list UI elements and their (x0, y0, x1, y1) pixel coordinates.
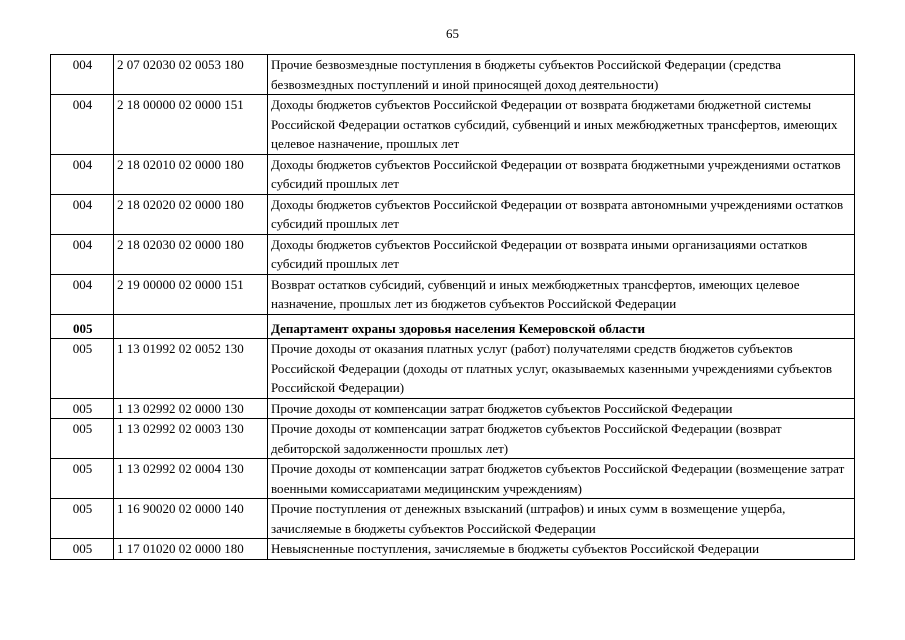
table-row (51, 459, 855, 499)
table-row (51, 499, 855, 539)
admin-code-cell: 005 (51, 499, 114, 539)
table-row (51, 154, 855, 194)
income-name-cell: Доходы бюджетов субъектов Российской Федерации от возврата иными организациями остатков субсидий прошлых лет (268, 234, 855, 274)
table-row (51, 539, 855, 560)
income-name-cell: Прочие доходы от компенсации затрат бюджетов субъектов Российской Федерации (возврат дебиторской задолженности прошлых лет) (268, 419, 855, 459)
budget-code-cell: 2 07 02030 02 0053 180 (114, 55, 268, 95)
admin-code-cell: 004 (51, 234, 114, 274)
page-number: 65 (446, 26, 459, 41)
table-row (51, 419, 855, 459)
income-name-cell: Невыясненные поступления, зачисляемые в бюджеты субъектов Российской Федерации (268, 539, 855, 560)
income-name-cell: Возврат остатков субсидий, субвенций и иных межбюджетных трансфертов, имеющих целевое назначение, прошлых лет из бюджетов субъектов Российской Федерации (268, 274, 855, 314)
table-row (51, 194, 855, 234)
admin-code-cell: 004 (51, 55, 114, 95)
admin-code-cell: 005 (51, 459, 114, 499)
budget-code-cell: 1 17 01020 02 0000 180 (114, 539, 268, 560)
budget-code-cell: 1 13 02992 02 0003 130 (114, 419, 268, 459)
budget-code-cell: 1 13 01992 02 0052 130 (114, 339, 268, 399)
table-row (51, 234, 855, 274)
admin-code-cell: 004 (51, 95, 114, 155)
table-row (51, 55, 855, 95)
admin-code-cell: 004 (51, 274, 114, 314)
income-name-cell: Прочие безвозмездные поступления в бюджеты субъектов Российской Федерации (средства безвозмездных поступлений и иной приносящей доход деятельности) (268, 55, 855, 95)
admin-code-cell: 004 (51, 154, 114, 194)
admin-code-cell: 005 (51, 419, 114, 459)
table-body (51, 55, 855, 560)
admin-code-cell: 005 (51, 539, 114, 560)
admin-code-cell: 004 (51, 194, 114, 234)
budget-code-cell: 2 18 02010 02 0000 180 (114, 154, 268, 194)
admin-code-cell: 005 (51, 314, 114, 339)
table-row (51, 95, 855, 155)
budget-code-cell: 1 13 02992 02 0004 130 (114, 459, 268, 499)
admin-code-cell: 005 (51, 339, 114, 399)
budget-code-cell: 2 19 00000 02 0000 151 (114, 274, 268, 314)
income-name-cell: Доходы бюджетов субъектов Российской Федерации от возврата автономными учреждениями остатков субсидий прошлых лет (268, 194, 855, 234)
income-name-cell: Прочие доходы от компенсации затрат бюджетов субъектов Российской Федерации (возмещение затрат военными комиссариатами медицинским учреждениям) (268, 459, 855, 499)
budget-code-cell: 2 18 02020 02 0000 180 (114, 194, 268, 234)
department-header-row (51, 314, 855, 339)
budget-code-cell (114, 314, 268, 339)
department-name-cell: Департамент охраны здоровья населения Кемеровской области (268, 314, 855, 339)
income-name-cell: Прочие доходы от компенсации затрат бюджетов субъектов Российской Федерации (268, 398, 855, 419)
budget-code-cell: 1 13 02992 02 0000 130 (114, 398, 268, 419)
admin-code-cell: 005 (51, 398, 114, 419)
budget-code-cell: 2 18 00000 02 0000 151 (114, 95, 268, 155)
income-name-cell: Доходы бюджетов субъектов Российской Федерации от возврата бюджетами бюджетной системы Российской Федерации остатков субсидий, субвенций и иных межбюджетных трансфертов, имеющих целевое назначение, прошлых лет (268, 95, 855, 155)
budget-code-cell: 1 16 90020 02 0000 140 (114, 499, 268, 539)
income-name-cell: Прочие поступления от денежных взысканий (штрафов) и иных сумм в возмещение ущерба, зачисляемые в бюджеты субъектов Российской Федерации (268, 499, 855, 539)
table-row (51, 398, 855, 419)
income-name-cell: Доходы бюджетов субъектов Российской Федерации от возврата бюджетными учреждениями остатков субсидий прошлых лет (268, 154, 855, 194)
budget-code-cell: 2 18 02030 02 0000 180 (114, 234, 268, 274)
income-name-cell: Прочие доходы от оказания платных услуг (работ) получателями средств бюджетов субъектов Российской Федерации (доходы от платных услуг, оказываемых казенными учреждениями субъектов Российской Федерации) (268, 339, 855, 399)
table-row (51, 339, 855, 399)
revenue-codes-table (50, 54, 855, 560)
table-row (51, 274, 855, 314)
